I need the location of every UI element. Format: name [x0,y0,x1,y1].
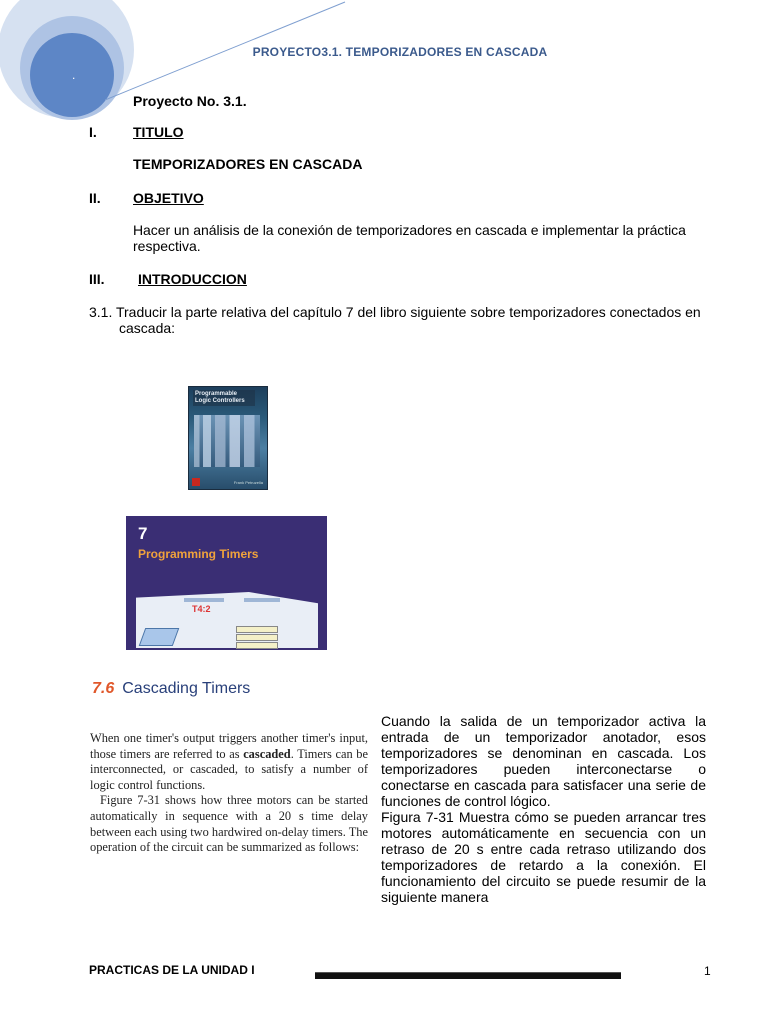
translation-paragraph-1: Cuando la salida de un temporizador activa la entrada de un temporizador anotador, esos temporizadores se denominan en cascada. Los temporizadores pueden interconectarse o conectarse en cascada para satisfacer una serie de funciones de control lógico. [381,713,706,809]
section-1-number: I. [89,124,97,140]
section-1-heading: TITULO [133,124,184,140]
intro-line-1: 3.1. Traducir la parte relativa del capítulo 7 del libro siguiente sobre temporizadores conectados en [89,304,701,320]
chapter-folder-graphic [139,628,180,646]
section-2-number: II. [89,190,101,206]
book-cover-image [188,386,268,490]
section-3-number: III. [89,271,105,287]
objective-line-1: Hacer un análisis de la conexión de temporizadores en cascada e implementar la práctica [133,222,686,238]
diagram-cell [236,642,278,649]
scanned-section-number: 7.6 [92,680,115,697]
project-number: Proyecto No. 3.1. [133,93,247,109]
scanned-paragraph-2: Figure 7-31 shows how three motors can be started automatically in sequence with a 20 s time delay between each using two hardwired on-delay timers. The operation of the circuit can be summarized as follows: [90,793,368,855]
book-cover-photo [194,415,260,467]
chapter-number: 7 [138,524,148,543]
chapter-title: Programming Timers [138,547,259,561]
chapter-opener-image [126,516,327,650]
page-header-title: PROYECTO3.1. TEMPORIZADORES EN CASCADA [252,45,548,59]
section-2-heading: OBJETIVO [133,190,204,206]
header-dot: . [72,68,76,82]
book-cover-title: Programmable Logic Controllers [193,390,255,406]
chapter-diagram-label: T4:2 [192,604,211,614]
objective-line-2: respectiva. [133,238,201,254]
diagram-row [244,598,280,602]
scanned-section-heading [92,680,250,698]
page-number: 1 [704,964,711,978]
book-cover-author: Frank Petruzella [233,480,263,485]
header-decoration [0,0,360,130]
diagram-cell [236,634,278,641]
publisher-logo [192,478,200,486]
scanned-text-block [90,731,368,856]
footer-label: PRACTICAS DE LA UNIDAD I [89,963,255,977]
footer-rule [315,972,621,979]
scanned-p1-start: When one timer's output triggers another timer's input, those timers are referred to as [90,731,368,761]
scanned-paragraph-1 [90,731,368,793]
title-text: TEMPORIZADORES EN CASCADA [133,156,363,172]
translation-paragraph-2: Figura 7-31 Muestra cómo se pueden arrancar tres motores automáticamente en secuencia con un retraso de 20 s entre cada retraso utilizando dos temporizadores de retardo a la conexión. El funcionamiento del circuito se puede resumir de la siguiente manera [381,809,706,905]
translation-block [381,713,706,905]
diagram-cell [236,626,278,633]
section-3-heading: INTRODUCCION [138,271,247,287]
scanned-p1-bold: cascaded [243,746,291,761]
intro-line-2: cascada: [119,320,176,336]
diagram-row [184,598,224,602]
scanned-section-title: Cascading Timers [122,680,251,697]
scanned-p1-end: . Timers can be interconnected, or cascaded, to satisfy a number of logic control functions. [90,746,368,792]
